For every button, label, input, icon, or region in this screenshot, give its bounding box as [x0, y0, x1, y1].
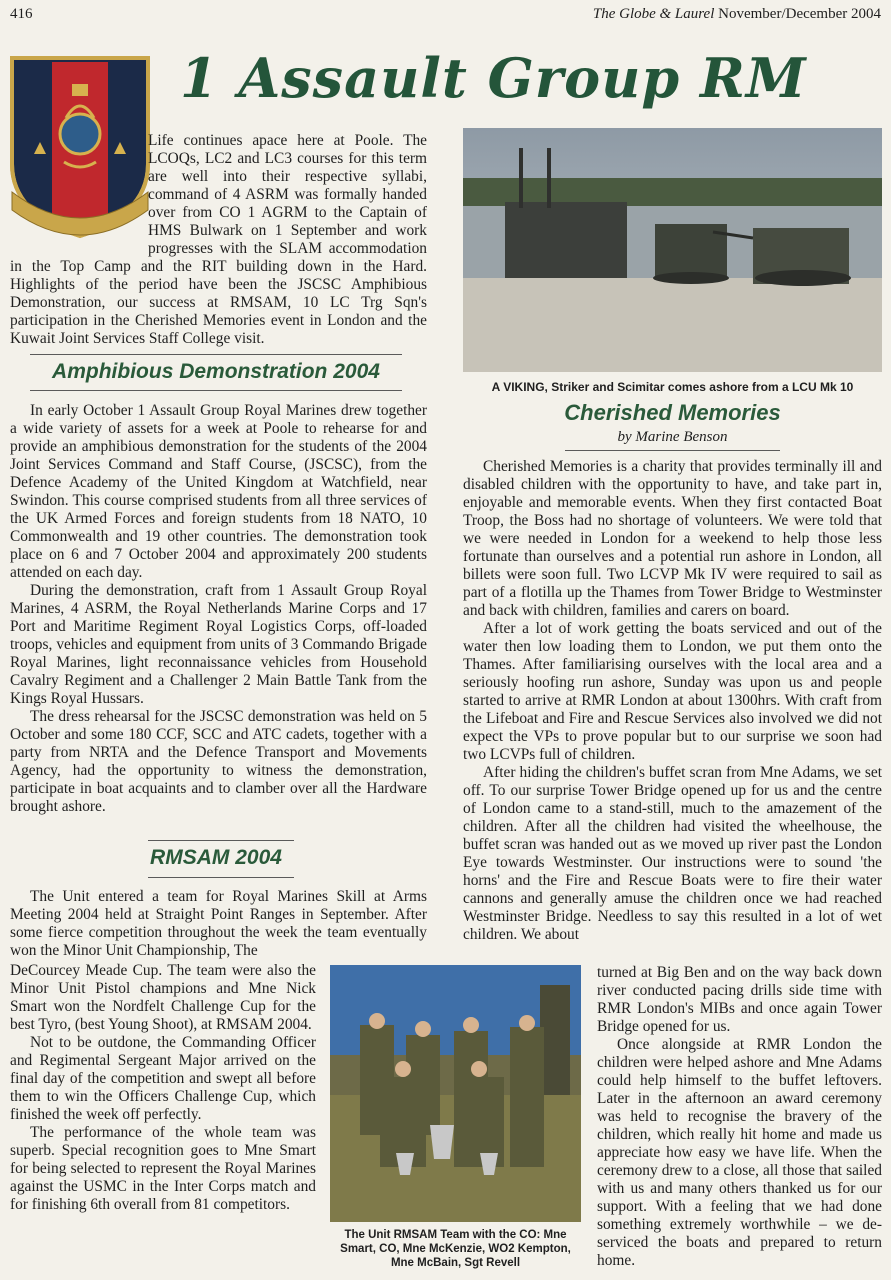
cherished-text-top — [463, 458, 882, 944]
byline-rule — [565, 450, 780, 451]
amphibious-heading: Amphibious Demonstration 2004 — [52, 360, 380, 383]
issue-date: November/December 2004 — [718, 6, 881, 22]
cherished-paragraph: Once alongside at RMR London the children were helped ashore and Mne Adams could help himself to the buffet leftovers. Later in the afternoon an award ceremony was held to recognise the bravery of the children, which really hit home and made us appreciate how easy we have life. When the ceremony drew to a close, all those that sailed with us and many others thanked us for our support. With a feeling that we had done something extremely worthwhile – we de-serviced the boats and prepared to return home. — [597, 1036, 882, 1269]
heading-rule-top — [30, 354, 402, 355]
running-header — [593, 6, 881, 23]
viking-photo-caption: A VIKING, Striker and Scimitar comes ashore from a LCU Mk 10 — [491, 380, 854, 394]
rmsam-paragraph: DeCourcey Meade Cup. The team were also the Minor Unit Pistol champions and Mne Nick Smart won the Nordfelt Challenge Cup for the best Tyro, (best Young Shoot), at RMSAM 2004. — [10, 962, 316, 1033]
cherished-paragraph: After a lot of work getting the boats serviced and out of the water then low loading them to London, we put them onto the Thames. After familiarising ourselves with the local area and a seriously hoofing run ashore, Sunday was upon us and people started to arrive at RMR London at about 1300hrs. With craft from the Lifeboat and Fire and Rescue Services also involved we did not expect the VPs to prove popular but to our surprise we soon had two LCVPs full of children. — [463, 620, 882, 763]
magazine-name: The Globe & Laurel — [592, 6, 715, 22]
amphibious-paragraph: During the demonstration, craft from 1 Assault Group Royal Marines, 4 ASRM, the Royal Netherlands Marine Corps and 17 Port and Maritime Regiment Royal Logistics Corps, off-loaded troops, vehicles and equipment from units of 3 Commando Brigade Royal Marines, light reconnaissance vehicles from Household Cavalry Regiment and a Challenger 2 Main Battle Tank from the Kings Royal Hussars. — [10, 582, 427, 707]
viking-photo — [463, 128, 882, 372]
rmsam-paragraph: The performance of the whole team was superb. Special recognition goes to Mne Smart for being selected to represent the Royal Marines against the USMC in the Inter Corps match and for finishing 6th overall from 81 competitors. — [10, 1124, 316, 1213]
team-photo — [330, 965, 581, 1222]
cherished-heading: Cherished Memories — [564, 400, 781, 425]
amphibious-text — [10, 402, 427, 816]
cherished-paragraph: turned at Big Ben and on the way back down river conducted pacing drills side time with RMR London's MIBs and once again Tower Bridge opened for us. — [597, 964, 882, 1035]
team-photo-caption: The Unit RMSAM Team with the CO: Mne Smart, CO, Mne McKenzie, WO2 Kempton, Mne McBain, Sgt Revell — [340, 1229, 571, 1269]
article-title: 1 Assault Group RM — [180, 46, 807, 110]
cherished-paragraph: Cherished Memories is a charity that provides terminally ill and disabled children with the opportunity to have, and take part in, enjoyable and memorable events. When they first contacted Boat Troop, the Boss had no shortage of volunteers. We were told that we were needed in London for a weekend to help those less fortunate than ourselves and a potential run ashore in London, all billets were soon full. Two LCVP Mk IV were required to sail as part of a flotilla up the Thames from Tower Bridge to Westminster and back with children, families and carers on board. — [463, 458, 882, 619]
rmsam-text-top — [10, 888, 427, 960]
heading-rule-bottom — [30, 390, 402, 391]
amphibious-paragraph: In early October 1 Assault Group Royal Marines drew together a wide variety of assets for a week at Poole to rehearse for and provide an amphibious demonstration for the students of the 2004 Joint Services Command and Staff Course, (JSCSC), from the Defence Academy of the United Kingdom at Watchfield, near Swindon. This course comprised students from all three services of the UK Armed Forces and foreign students from 18 NATO, 10 Commonwealth and 19 other countries. The demonstration took place on 6 and 7 October 2004 and approximately 200 students attended on each day. — [10, 402, 427, 581]
rmsam-text-narrow — [10, 962, 316, 1214]
amphibious-paragraph: The dress rehearsal for the JSCSC demonstration was held on 5 October and some 180 CCF, SCC and ATC cadets, together with a party from NRTA and the Defence Transport and Movements Agency, had the opportunity to witness the demonstration, participate in boat acquaints and to clamber over all the Hardware brought ashore. — [10, 708, 427, 815]
page-number: 416 — [10, 6, 33, 22]
cherished-byline: by Marine Benson — [617, 429, 728, 445]
heading-rule-top — [148, 840, 294, 841]
cherished-text-narrow — [597, 964, 882, 1270]
rmsam-heading: RMSAM 2004 — [150, 846, 282, 869]
heading-rule-bottom — [148, 877, 294, 878]
rmsam-paragraph: Not to be outdone, the Commanding Officer and Regimental Sergeant Major arrived on the final day of the competition and swept all before them to win the Officers Challenge Cup, which finished the week off perfectly. — [10, 1034, 316, 1123]
rmsam-paragraph: The Unit entered a team for Royal Marines Skill at Arms Meeting 2004 held at Straight Point Ranges in September. After some fierce competition throughout the week the team eventually won the Minor Unit Championship, The — [10, 888, 427, 959]
cherished-paragraph: After hiding the children's buffet scran from Mne Adams, we set off. To our surprise Tower Bridge opened up for us and the centre of London came to a stand-still, much to the amazement of the children. After all the children had visited the wheelhouse, the buffet scran was handed out as we moved up river past the London Eye towards Westminster. Our instructions were to sound 'the horns' and the Fire and Rescue Boats were to fire their water cannons and generally amuse the children once we had reached Westminster Bridge. Needless to say this resulted in a lot of wet children. We about — [463, 764, 882, 943]
crest-wrap-spacer — [10, 132, 148, 250]
intro-paragraph: Life continues apace here at Poole. The LCOQs, LC2 and LC3 courses for this term are well into their respective syllabi, command of 4 ASRM was formally handed over from CO 1 AGRM to the Captain of HMS Bulwark on 1 September and work progresses with the SLAM accommodation in the Top Camp and the RIT building down in the Hard. Highlights of the period have been the JSCSC Amphibious Demonstration, our success at RMSAM, 10 LC Trg Sqn's participation in the Cherished Memories event in London and the Kuwait Joint Services Staff College visit. — [10, 132, 427, 347]
intro-text — [10, 132, 427, 348]
